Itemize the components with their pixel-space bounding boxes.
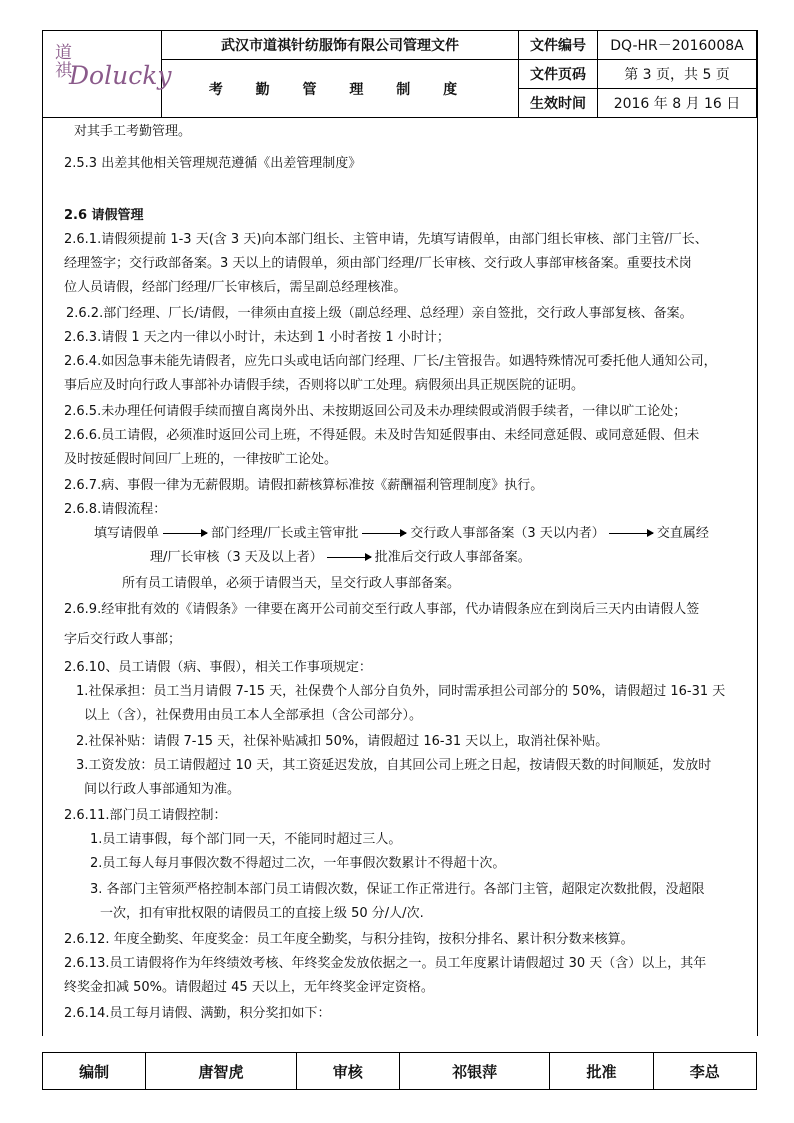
text-line: 对其手工考勤管理。 [74, 124, 192, 139]
text-line: 位人员请假，经部门经理/厂长审核后，需呈副总经理核准。 [64, 280, 407, 295]
leave-flow-row-1 [94, 526, 709, 542]
prepared-label: 编制 [43, 1053, 146, 1090]
company-name: 武汉市道祺针纺服饰有限公司管理文件 [162, 31, 519, 60]
text-line: 2.6.1.请假须提前 1-3 天(含 3 天)向本部门组长、主管申请，先填写请假单，由部门组长审核、部门主管/厂长、 [64, 232, 708, 247]
text-line: 1.社保承担：员工当月请假 7-15 天，社保费个人部分自负外，同时需承担公司部分的 50%，请假超过 16-31 天 [76, 684, 726, 699]
text-line: 2.6.14.员工每月请假、满勤，积分奖扣如下： [64, 1006, 331, 1021]
flow-arrow-icon [163, 533, 207, 534]
leave-flow-row-2 [150, 550, 531, 566]
logo-chinese: 道祺 [51, 43, 71, 79]
text-line: 字后交行政人事部； [64, 632, 182, 647]
logo-cell [43, 31, 172, 118]
flow-step-hr-record-short: 交行政人事部备案（3 天以内者） [410, 526, 605, 541]
text-line: 2.6.3.请假 1 天之内一律以小时计，未达到 1 小时者按 1 小时计； [64, 330, 450, 345]
flow-step-direct-manager: 交直属经 [656, 526, 709, 541]
page-label: 文件页码 [519, 60, 598, 89]
text-line: 所有员工请假单，必须于请假当天，呈交行政人事部备案。 [122, 576, 461, 591]
text-line: 以上（含），社保费用由员工本人全部承担（含公司部分）。 [84, 708, 423, 723]
doc-no-label: 文件编号 [519, 31, 598, 60]
prepared-by: 唐智虎 [146, 1053, 296, 1090]
text-line: 2.6.10、员工请假（病、事假），相关工作事项规定： [64, 660, 372, 675]
text-line: 间以行政人事部通知为准。 [84, 782, 241, 797]
flow-step-fill-form: 填写请假单 [94, 526, 160, 541]
flow-arrow-icon [327, 557, 371, 558]
flow-step-hr-record-final: 批准后交行政人事部备案。 [374, 550, 531, 565]
reviewed-by: 祁银萍 [399, 1053, 549, 1090]
text-line: 1.员工请事假，每个部门同一天，不能同时超过三人。 [90, 832, 402, 847]
flow-step-manager-approval: 部门经理/厂长或主管审批 [211, 526, 359, 541]
text-line: 2.6.9.经审批有效的《请假条》一律要在离开公司前交至行政人事部，代办请假条应在到岗后三天内由请假人签 [64, 602, 700, 617]
logo-english: Dolucky [69, 61, 172, 90]
flow-step-director-review: 理/厂长审核（3 天及以上者） [150, 550, 323, 565]
text-line: 及时按延假时间回厂上班的，一律按旷工论处。 [64, 452, 338, 467]
text-line: 2.6.4.如因急事未能先请假者，应先口头或电话向部门经理、厂长/主管报告。如遇特殊情况可委托他人通知公司， [64, 354, 717, 369]
text-line: 2.6.2.部门经理、厂长/请假，一律须由直接上级（副总经理、总经理）亲自签批，交行政人事部复核、备案。 [66, 306, 693, 321]
approved-label: 批准 [550, 1053, 653, 1090]
text-line: 2.6.13.员工请假将作为年终绩效考核、年终奖金发放依据之一。员工年度累计请假超过 30 天（含）以上，其年 [64, 956, 707, 971]
text-line: 2.6.12. 年度全勤奖、年度奖金：员工年度全勤奖，与积分挂钩，按积分排名、累计积分数来核算。 [64, 932, 634, 947]
approved-by: 李总 [653, 1053, 756, 1090]
company-logo [43, 31, 172, 117]
page-value: 第 3 页，共 5 页 [598, 60, 757, 89]
document-title: 考 勤 管 理 制 度 [162, 60, 519, 118]
text-line: 一次，扣有审批权限的请假员工的直接上级 50 分/人/次. [100, 906, 424, 921]
text-line: 事后应及时向行政人事部补办请假手续，否则将以旷工处理。病假须出具正规医院的证明。 [64, 378, 585, 393]
flow-arrow-icon [362, 533, 406, 534]
flow-arrow-icon [609, 533, 653, 534]
text-line: 3. 各部门主管须严格控制本部门员工请假次数，保证工作正常进行。各部门主管，超限定次数批假，没超限 [90, 882, 705, 897]
text-line: 3.工资发放：员工请假超过 10 天，其工资延迟发放，自其回公司上班之日起，按请假天数的时间顺延，发放时 [76, 758, 712, 773]
effective-value: 2016 年 8 月 16 日 [598, 89, 757, 118]
text-line: 2.6.7.病、事假一律为无薪假期。请假扣薪核算标准按《薪酬福利管理制度》执行。 [64, 478, 544, 493]
reviewed-label: 审核 [296, 1053, 399, 1090]
text-line: 2.6.6.员工请假，必须准时返回公司上班，不得延假。未及时告知延假事由、未经同意延假、或同意延假、但未 [64, 428, 700, 443]
text-line: 经理签字；交行政部备案。3 天以上的请假单，须由部门经理/厂长审核、交行政人事部审核备案。重要技术岗 [64, 256, 692, 271]
text-line: 2.6.8.请假流程： [64, 502, 167, 517]
text-line: 2.6.5.未办理任何请假手续而擅自离岗外出、未按期返回公司及未办理续假或消假手续者，一律以旷工论处； [64, 404, 687, 419]
text-line: 2.社保补贴：请假 7-15 天，社保补贴减扣 50%，请假超过 16-31 天以上，取消社保补贴。 [76, 734, 609, 749]
signature-table [42, 1052, 757, 1090]
doc-no-value: DQ-HR－2016008A [598, 31, 757, 60]
section-heading: 2.6 请假管理 [64, 208, 144, 223]
text-line: 2.5.3 出差其他相关管理规范遵循《出差管理制度》 [64, 156, 362, 171]
text-line: 2.6.11.部门员工请假控制： [64, 808, 227, 823]
text-line: 2.员工每人每月事假次数不得超过二次，一年事假次数累计不得超十次。 [90, 856, 506, 871]
effective-label: 生效时间 [519, 89, 598, 118]
text-line: 终奖金扣减 50%。请假超过 45 天以上，无年终奖金评定资格。 [64, 980, 434, 995]
document-header [42, 30, 757, 118]
